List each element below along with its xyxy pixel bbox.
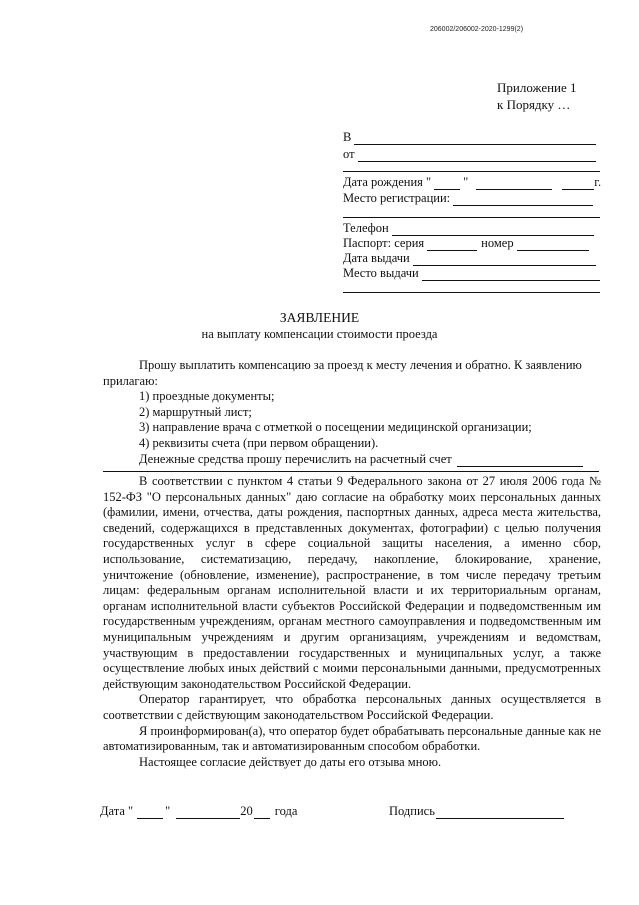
- operator-guarantee: Оператор гарантирует, что обработка персональных данных осуществляется в соответствии с действующим законодательством Российской Федерации.: [103, 692, 601, 722]
- date-label: Дата ": [100, 804, 134, 818]
- appendix-line-2: к Порядку …: [497, 97, 571, 112]
- account-label: Денежные средства прошу перечислить на расчетный счет: [139, 451, 452, 466]
- date-month-line[interactable]: [176, 806, 240, 819]
- passport-number-label: номер: [481, 236, 514, 250]
- from-continuation-line[interactable]: [343, 171, 600, 172]
- consent-validity: Настоящее согласие действует до даты его отзыва мною.: [139, 754, 442, 769]
- from-input-line[interactable]: [358, 149, 596, 162]
- from-label: от: [343, 147, 355, 161]
- date-day-line[interactable]: [137, 806, 163, 819]
- birth-day-line[interactable]: [434, 177, 460, 190]
- registration-continuation-line[interactable]: [343, 217, 600, 218]
- year-prefix: 20: [240, 804, 253, 818]
- birth-month-line[interactable]: [476, 177, 552, 190]
- informed-statement: Я проинформирован(а), что оператор будет обрабатывать персональные данные как не автоматизированным, так и автоматизированным способом обработки.: [103, 723, 601, 754]
- account-continuation-line[interactable]: [103, 471, 599, 472]
- issue-place-label: Место выдачи: [343, 266, 419, 280]
- passport-number-line[interactable]: [517, 238, 589, 251]
- date-quote: ": [165, 804, 171, 818]
- passport-field: [343, 236, 589, 251]
- from-field: [343, 147, 596, 162]
- birth-date-quote: ": [463, 175, 469, 189]
- document-id: 206002/206002-2020-1299(2): [430, 26, 524, 33]
- issue-date-field: [343, 251, 596, 266]
- registration-field: [343, 191, 593, 206]
- registration-input-line[interactable]: [453, 193, 593, 206]
- account-row: [103, 452, 601, 468]
- birth-date-field: [343, 175, 601, 190]
- birth-year-line[interactable]: [562, 177, 594, 190]
- issue-date-line[interactable]: [413, 253, 596, 266]
- signature-field: [389, 804, 564, 819]
- attachment-item: 2) маршрутный лист;: [139, 404, 252, 419]
- phone-label: Телефон: [343, 221, 389, 235]
- date-year-line[interactable]: [254, 806, 270, 819]
- to-input-line[interactable]: [354, 132, 596, 145]
- attachment-item: 4) реквизиты счета (при первом обращении).: [139, 435, 379, 450]
- birth-year-suffix: г.: [594, 175, 602, 189]
- registration-label: Место регистрации:: [343, 191, 451, 205]
- passport-series-line[interactable]: [427, 238, 477, 251]
- request-intro: Прошу выплатить компенсацию за проезд к месту лечения и обратно. К заявлению прилагаю:: [103, 358, 582, 388]
- attachment-item: 3) направление врача с отметкой о посещении медицинской организации;: [139, 420, 532, 435]
- appendix-line-1: Приложение 1: [497, 80, 577, 95]
- issue-place-field: [343, 266, 600, 281]
- phone-input-line[interactable]: [392, 223, 594, 236]
- consent-block: [103, 474, 601, 770]
- signature-line[interactable]: [436, 806, 564, 819]
- birth-date-label: Дата рождения ": [343, 175, 432, 189]
- date-signature-field: [100, 804, 297, 819]
- consent-paragraph: В соответствии с пунктом 4 статьи 9 Федерального закона от 27 июля 2006 года № 152-ФЗ "О персональных данных" даю согласие на обработку моих персональных данных (фамилии, имени, отчества, даты рождения, паспортных данных, адреса места жительства, сведений, содержащихся в представленных документах, фотографии) с целью получения государственных услуг в сфере социальной защиты населения, а именно сбор, использование, систематизацию, передачу, накопление, блокирование, хранение, уничтожение (обновление, изменение), распространение, в том числе передачу третьим лицам: федеральным органам исполнительной власти и их территориальным органам, органам исполнительной власти субъектов Российской Федерации и подведомственным им государственным учреждениям, органам местного самоуправления и подведомственным им муниципальным учреждениям и другим организациям, учреждениям и ведомствам, участвующим в предоставлении государственных и муниципальных услуг, а также осуществление любых иных действий с моими персональными данными, предусмотренных действующим законодательством Российской Федерации.: [103, 474, 601, 691]
- year-suffix: года: [274, 804, 298, 818]
- issue-date-label: Дата выдачи: [343, 251, 410, 265]
- document-subtitle: на выплату компенсации стоимости проезда: [201, 327, 438, 341]
- document-title: ЗАЯВЛЕНИЕ: [279, 310, 360, 325]
- request-block: [103, 358, 601, 467]
- phone-field: [343, 221, 594, 236]
- signature-label: Подпись: [389, 804, 435, 818]
- issue-place-line[interactable]: [422, 268, 600, 281]
- passport-series-label: Паспорт: серия: [343, 236, 425, 250]
- attachment-item: 1) проездные документы;: [139, 389, 275, 404]
- account-input-line[interactable]: [457, 454, 583, 467]
- to-field: [343, 130, 596, 145]
- to-label: В: [343, 130, 352, 144]
- issue-place-continuation-line[interactable]: [343, 292, 600, 293]
